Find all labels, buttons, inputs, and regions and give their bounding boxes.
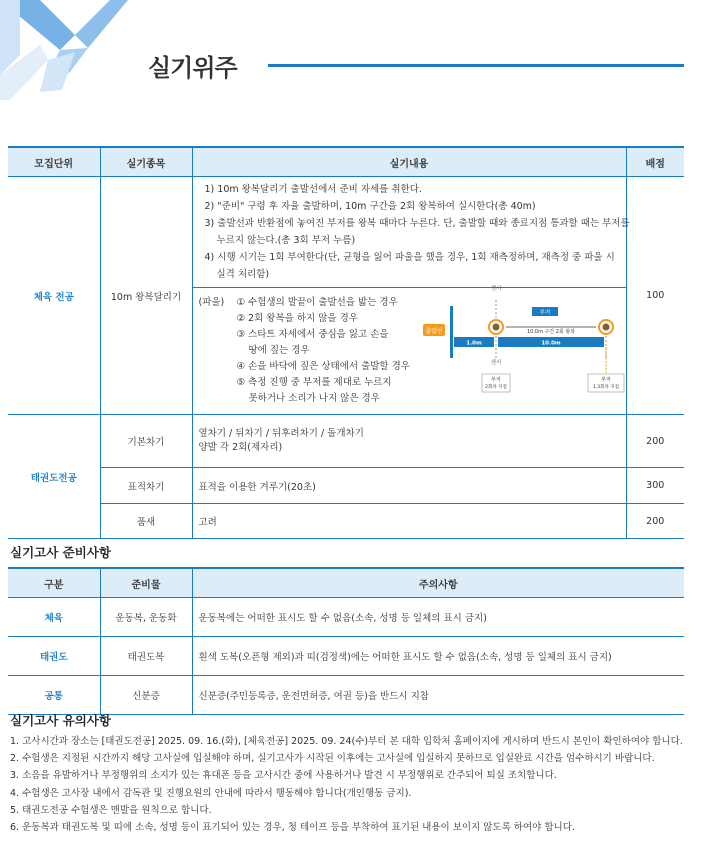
buzzer-right-sub: 1,3회차 지점 [593, 385, 619, 390]
table-header-row [8, 568, 684, 598]
note-item: 5. 태권도전공 수험생은 맨발을 원칙으로 합니다. [10, 804, 212, 816]
hand-icon [493, 324, 500, 331]
foul-item: ④ 손을 바닥에 짚은 상태에서 출발할 경우 [236, 361, 410, 372]
column-header: 배점 [626, 147, 684, 177]
prep-note: 운동복에는 어떠한 표시도 할 수 없음(소속, 성명 등 일체의 표시 금지) [192, 598, 684, 637]
score-basic-kick: 200 [626, 415, 684, 468]
foul-item: 땅에 짚는 경우 [248, 345, 310, 356]
shuttle-run-diagram [420, 280, 627, 394]
start-line [450, 306, 453, 358]
foul-item: ③ 스타트 자세에서 중심을 잃고 손을 [236, 329, 389, 340]
column-header: 주의사항 [192, 568, 684, 598]
table-row [8, 676, 684, 715]
content-line: 옆차기 / 뒤차기 / 뒤후려차기 / 돌개차기 [198, 428, 364, 439]
column-header: 모집단위 [8, 147, 100, 177]
column-header: 실기종목 [100, 147, 192, 177]
buzzer-left-label: 부저 [491, 377, 501, 383]
foul-item: 못하거나 소리가 나지 않은 경우 [248, 393, 380, 404]
event-target-kick: 표적차기 [100, 468, 192, 504]
column-header: 실기내용 [192, 147, 626, 177]
content-basic-kick [192, 415, 626, 468]
unit-tkd: 태권도전공 [8, 415, 100, 539]
foul-label: (파울) [198, 297, 225, 308]
sensor-label-left: 센서 [490, 286, 502, 292]
foul-item: ⑤ 측정 진행 중 부저를 제대로 누르지 [236, 377, 392, 388]
prep-category: 태권도 [8, 637, 100, 676]
table-row [8, 415, 684, 468]
prep-items: 태권도복 [100, 637, 192, 676]
note-item: 2. 수험생은 지정된 시간까지 해당 고사실에 입실해야 하며, 실기고사가 시작된 이후에는 고사실에 입실하지 못하므로 입실완료 시간을 엄수하시기 바랍니다. [10, 753, 655, 765]
score-target-kick: 300 [626, 468, 684, 504]
event-poomsae: 품새 [100, 504, 192, 539]
hand-icon [603, 324, 610, 331]
prep-items: 신분증 [100, 676, 192, 715]
table-row [8, 598, 684, 637]
event-basic-kick: 기본차기 [100, 415, 192, 468]
prep-table [8, 567, 684, 715]
table-row [8, 637, 684, 676]
content-line: 양발 각 2회(제자리) [198, 442, 283, 453]
dist-long-label: 10.0m [541, 340, 561, 347]
sensor-label-right: 센서 [490, 360, 502, 366]
rule-line: 실격 처리함) [216, 269, 270, 280]
notes-title: 실기고사 유의사항 [10, 713, 111, 728]
title-underline [268, 64, 684, 67]
note-item: 6. 운동복과 태권도복 및 띠에 소속, 성명 등이 표기되어 있는 경우, 청 테이프 등을 부착하여 표기된 내용이 보이지 않도록 하여야 합니다. [10, 822, 575, 834]
rules-cell [192, 177, 630, 288]
score-poomsae: 200 [626, 504, 684, 539]
foul-item: ② 2회 왕복을 하지 않을 경우 [236, 313, 358, 324]
rule-line: 1) 10m 왕복달리기 출발선에서 준비 자세를 취한다. [204, 184, 422, 195]
buzzer-left-sub: 2회차 지점 [485, 385, 507, 390]
rule-line: 4) 시행 시기는 1회 부여한다(단, 균형을 잃어 파울을 했을 경우, 1회 재측정하며, 재측정 중 파울 시 [204, 252, 615, 263]
notes-list [10, 733, 683, 836]
content-poomsae: 고려 [192, 504, 626, 539]
table-row [8, 504, 684, 539]
prep-note: 신분증(주민등록증, 운전면허증, 여권 등)을 반드시 지참 [192, 676, 684, 715]
buzzer-top-label: 부저 [539, 310, 551, 316]
column-header: 구분 [8, 568, 100, 598]
unit-pe: 체육 전공 [8, 177, 100, 415]
rule-line: 3) 출발선과 반환점에 놓여진 부저를 왕복 때마다 누른다. 단, 출발할 때와 종료지점 통과할 때는 부저를 [204, 218, 630, 229]
note-item: 4. 수험생은 고사장 내에서 감독관 및 진행요원의 안내에 따라서 행동해야 합니다(개인행동 금지). [10, 787, 412, 799]
prep-category: 공통 [8, 676, 100, 715]
table-header-row [8, 147, 684, 177]
event-shuttle-run: 10m 왕복달리기 [100, 177, 192, 415]
prep-title: 실기고사 준비사항 [10, 545, 111, 560]
rule-line: 누르지 않는다.(총 3회 부저 누름) [216, 235, 356, 246]
content-target-kick: 표적을 이용한 겨루기(20초) [192, 468, 626, 504]
foul-item: ① 수험생의 발끝이 출발선을 밟는 경우 [236, 297, 398, 308]
prep-note: 흰색 도복(오픈형 제외)과 띠(검정색)에는 어떠한 표시도 할 수 없음(소속, 성명 등 일체의 표시 금지) [192, 637, 684, 676]
score-pe: 100 [626, 177, 684, 415]
dist-short-label: 1.0m [466, 340, 482, 347]
table-row [8, 177, 684, 288]
buzzer-right-label: 부저 [601, 377, 611, 383]
note-item: 1. 고사시간과 장소는 [태권도전공] 2025. 09. 16.(화), [체육전공] 2025. 09. 24(수)부터 본 대학 입학처 홈페이지에 게시하며 반드시 본인이 확인하여야 합니다. [10, 736, 683, 747]
table-row [8, 468, 684, 504]
range-label: 10.0m 구간 2회 왕복 [526, 329, 576, 335]
note-item: 3. 소음을 유발하거나 부정행위의 소지가 있는 휴대폰 등을 고사시간 중에 사용하거나 발견 시 부정행위로 간주되어 퇴실 조치합니다. [10, 770, 557, 782]
page-title: 실기위주 [148, 54, 237, 82]
column-header: 준비물 [100, 568, 192, 598]
rule-line: 2) "준비" 구령 후 자율 출발하며, 10m 구간을 2회 왕복하여 실시한다(총 40m) [204, 201, 536, 212]
start-label: 출발선 [425, 328, 443, 335]
brand-mark-icon [0, 0, 130, 100]
prep-category: 체육 [8, 598, 100, 637]
prep-items: 운동복, 운동화 [100, 598, 192, 637]
